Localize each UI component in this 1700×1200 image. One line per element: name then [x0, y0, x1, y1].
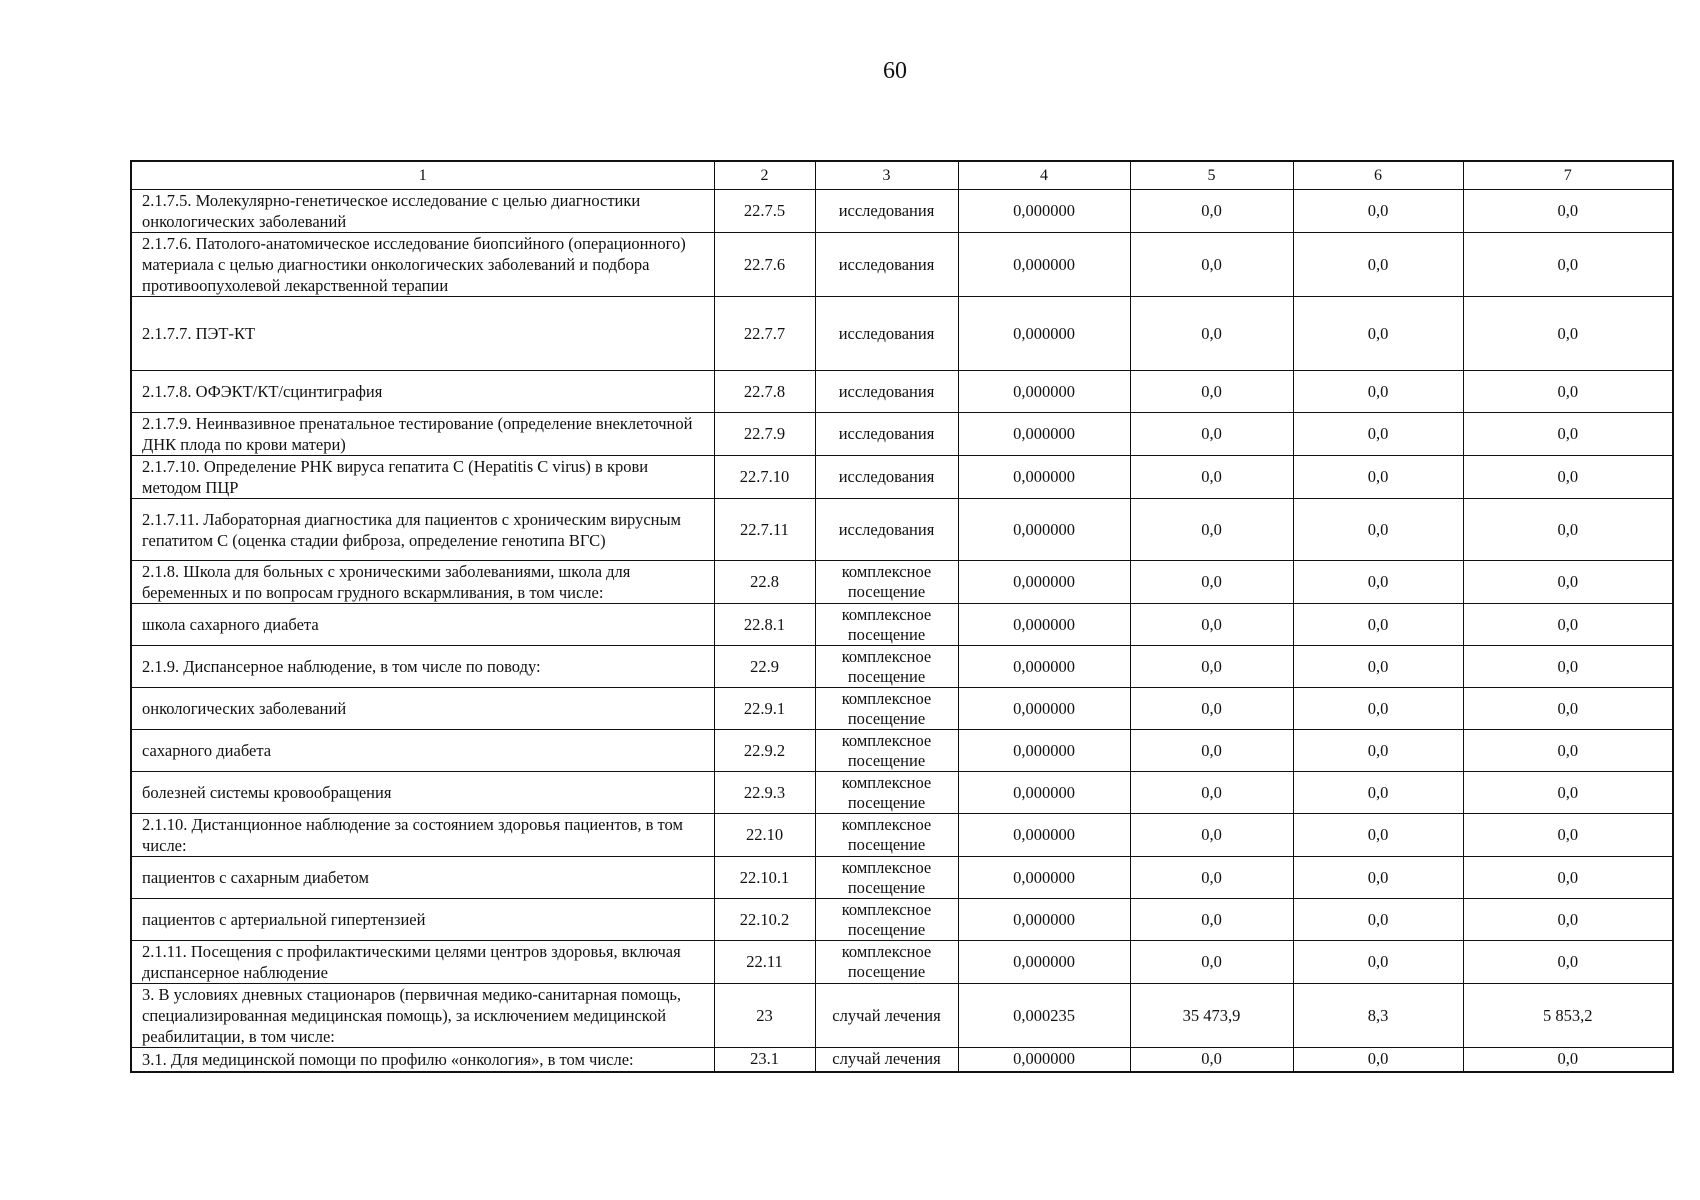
row-col7-cell: 0,0 — [1463, 688, 1673, 730]
row-col4-cell: 0,000000 — [958, 499, 1130, 561]
header-cell-2: 2 — [714, 161, 815, 190]
row-col5-cell: 0,0 — [1130, 371, 1293, 413]
row-col6-cell: 0,0 — [1293, 604, 1463, 646]
row-code-cell: 23.1 — [714, 1048, 815, 1072]
row-col6-cell: 0,0 — [1293, 1048, 1463, 1072]
row-unit-cell: комплексное посещение — [815, 561, 958, 604]
row-col7-cell: 0,0 — [1463, 941, 1673, 984]
row-col6-cell: 0,0 — [1293, 297, 1463, 371]
row-code-cell: 22.7.6 — [714, 233, 815, 297]
table-row — [131, 941, 1673, 984]
row-unit-cell: исследования — [815, 413, 958, 456]
row-name-cell: онкологических заболеваний — [131, 688, 714, 730]
header-cell-4: 4 — [958, 161, 1130, 190]
row-col6-cell: 0,0 — [1293, 941, 1463, 984]
row-col7-cell: 0,0 — [1463, 646, 1673, 688]
row-code-cell: 22.7.11 — [714, 499, 815, 561]
table-row — [131, 413, 1673, 456]
row-col4-cell: 0,000000 — [958, 297, 1130, 371]
row-name-cell: школа сахарного диабета — [131, 604, 714, 646]
row-name-cell: 2.1.7.9. Неинвазивное пренатальное тестирование (определение внеклеточной ДНК плода по крови матери) — [131, 413, 714, 456]
row-code-cell: 22.9.3 — [714, 772, 815, 814]
row-col7-cell: 0,0 — [1463, 561, 1673, 604]
table-row — [131, 1048, 1673, 1072]
table-row — [131, 646, 1673, 688]
row-col4-cell: 0,000000 — [958, 941, 1130, 984]
row-col6-cell: 0,0 — [1293, 561, 1463, 604]
row-col5-cell: 0,0 — [1130, 772, 1293, 814]
row-name-cell: 2.1.7.10. Определение РНК вируса гепатита С (Hepatitis C virus) в крови методом ПЦР — [131, 456, 714, 499]
row-col4-cell: 0,000000 — [958, 814, 1130, 857]
table-row — [131, 561, 1673, 604]
row-code-cell: 22.8 — [714, 561, 815, 604]
header-row — [131, 161, 1673, 190]
row-name-cell: 2.1.11. Посещения с профилактическими целями центров здоровья, включая диспансерное наблюдение — [131, 941, 714, 984]
row-name-cell: пациентов с сахарным диабетом — [131, 857, 714, 899]
row-col7-cell: 0,0 — [1463, 604, 1673, 646]
row-name-cell: 3.1. Для медицинской помощи по профилю «онкология», в том числе: — [131, 1048, 714, 1072]
page-number: 60 — [883, 58, 907, 84]
row-name-cell: 2.1.10. Дистанционное наблюдение за состоянием здоровья пациентов, в том числе: — [131, 814, 714, 857]
row-col5-cell: 0,0 — [1130, 499, 1293, 561]
row-col6-cell: 0,0 — [1293, 646, 1463, 688]
header-cell-3: 3 — [815, 161, 958, 190]
row-code-cell: 22.10.2 — [714, 899, 815, 941]
row-col4-cell: 0,000000 — [958, 688, 1130, 730]
row-col7-cell: 0,0 — [1463, 190, 1673, 233]
table-row — [131, 984, 1673, 1048]
row-col6-cell: 8,3 — [1293, 984, 1463, 1048]
table-row — [131, 814, 1673, 857]
row-unit-cell: случай лечения — [815, 1048, 958, 1072]
row-col7-cell: 0,0 — [1463, 456, 1673, 499]
row-code-cell: 22.9 — [714, 646, 815, 688]
row-unit-cell: исследования — [815, 297, 958, 371]
header-cell-6: 6 — [1293, 161, 1463, 190]
row-col4-cell: 0,000000 — [958, 604, 1130, 646]
row-name-cell: сахарного диабета — [131, 730, 714, 772]
row-code-cell: 22.7.7 — [714, 297, 815, 371]
row-name-cell: 2.1.8. Школа для больных с хроническими заболеваниями, школа для беременных и по вопросам грудного вскармливания, в том числе: — [131, 561, 714, 604]
table-row — [131, 899, 1673, 941]
row-col4-cell: 0,000000 — [958, 371, 1130, 413]
data-table — [130, 160, 1674, 1073]
row-col5-cell: 0,0 — [1130, 1048, 1293, 1072]
row-col6-cell: 0,0 — [1293, 413, 1463, 456]
table-row — [131, 297, 1673, 371]
row-unit-cell: исследования — [815, 190, 958, 233]
row-col4-cell: 0,000235 — [958, 984, 1130, 1048]
row-unit-cell: исследования — [815, 233, 958, 297]
row-col7-cell: 0,0 — [1463, 371, 1673, 413]
header-cell-5: 5 — [1130, 161, 1293, 190]
row-name-cell: 2.1.9. Диспансерное наблюдение, в том числе по поводу: — [131, 646, 714, 688]
row-col5-cell: 0,0 — [1130, 297, 1293, 371]
row-col7-cell: 0,0 — [1463, 297, 1673, 371]
row-unit-cell: комплексное посещение — [815, 646, 958, 688]
row-col4-cell: 0,000000 — [958, 233, 1130, 297]
row-unit-cell: комплексное посещение — [815, 604, 958, 646]
table-row — [131, 233, 1673, 297]
row-col7-cell: 0,0 — [1463, 857, 1673, 899]
table-row — [131, 730, 1673, 772]
header-cell-1: 1 — [131, 161, 714, 190]
table-row — [131, 688, 1673, 730]
row-col7-cell: 0,0 — [1463, 772, 1673, 814]
row-code-cell: 22.7.5 — [714, 190, 815, 233]
row-col5-cell: 35 473,9 — [1130, 984, 1293, 1048]
row-col7-cell: 0,0 — [1463, 413, 1673, 456]
row-col7-cell: 0,0 — [1463, 233, 1673, 297]
row-unit-cell: случай лечения — [815, 984, 958, 1048]
row-col5-cell: 0,0 — [1130, 561, 1293, 604]
row-col6-cell: 0,0 — [1293, 499, 1463, 561]
row-unit-cell: исследования — [815, 499, 958, 561]
table-row — [131, 604, 1673, 646]
table-row — [131, 772, 1673, 814]
row-col4-cell: 0,000000 — [958, 730, 1130, 772]
row-code-cell: 22.7.9 — [714, 413, 815, 456]
row-col4-cell: 0,000000 — [958, 456, 1130, 499]
row-col5-cell: 0,0 — [1130, 456, 1293, 499]
row-col6-cell: 0,0 — [1293, 233, 1463, 297]
row-unit-cell: комплексное посещение — [815, 814, 958, 857]
row-code-cell: 23 — [714, 984, 815, 1048]
row-col5-cell: 0,0 — [1130, 413, 1293, 456]
row-name-cell: 3. В условиях дневных стационаров (первичная медико-санитарная помощь, специализированная медицинская помощь), за исключением медицинской реабилитации, в том числе: — [131, 984, 714, 1048]
row-col7-cell: 5 853,2 — [1463, 984, 1673, 1048]
row-col4-cell: 0,000000 — [958, 1048, 1130, 1072]
row-col7-cell: 0,0 — [1463, 814, 1673, 857]
row-code-cell: 22.7.10 — [714, 456, 815, 499]
row-unit-cell: комплексное посещение — [815, 899, 958, 941]
row-col5-cell: 0,0 — [1130, 857, 1293, 899]
row-unit-cell: комплексное посещение — [815, 730, 958, 772]
row-col6-cell: 0,0 — [1293, 688, 1463, 730]
table-row — [131, 857, 1673, 899]
row-col6-cell: 0,0 — [1293, 899, 1463, 941]
row-col4-cell: 0,000000 — [958, 561, 1130, 604]
row-col7-cell: 0,0 — [1463, 730, 1673, 772]
row-name-cell: болезней системы кровообращения — [131, 772, 714, 814]
row-code-cell: 22.7.8 — [714, 371, 815, 413]
row-col5-cell: 0,0 — [1130, 941, 1293, 984]
row-name-cell: 2.1.7.7. ПЭТ-КТ — [131, 297, 714, 371]
row-col6-cell: 0,0 — [1293, 730, 1463, 772]
row-col5-cell: 0,0 — [1130, 899, 1293, 941]
row-name-cell: 2.1.7.6. Патолого-анатомическое исследование биопсийного (операционного) материала с целью диагностики онкологических заболеваний и подбора противоопухолевой лекарственной терапии — [131, 233, 714, 297]
table-row — [131, 499, 1673, 561]
row-unit-cell: исследования — [815, 371, 958, 413]
table-row — [131, 371, 1673, 413]
table-row — [131, 456, 1673, 499]
row-col7-cell: 0,0 — [1463, 899, 1673, 941]
row-col6-cell: 0,0 — [1293, 814, 1463, 857]
row-name-cell: 2.1.7.5. Молекулярно-генетическое исследование с целью диагностики онкологических заболеваний — [131, 190, 714, 233]
row-unit-cell: комплексное посещение — [815, 688, 958, 730]
row-code-cell: 22.8.1 — [714, 604, 815, 646]
row-code-cell: 22.9.1 — [714, 688, 815, 730]
row-col6-cell: 0,0 — [1293, 190, 1463, 233]
row-unit-cell: комплексное посещение — [815, 772, 958, 814]
header-cell-7: 7 — [1463, 161, 1673, 190]
row-col4-cell: 0,000000 — [958, 413, 1130, 456]
row-code-cell: 22.11 — [714, 941, 815, 984]
row-code-cell: 22.9.2 — [714, 730, 815, 772]
row-col5-cell: 0,0 — [1130, 688, 1293, 730]
row-col7-cell: 0,0 — [1463, 499, 1673, 561]
row-col5-cell: 0,0 — [1130, 190, 1293, 233]
row-col4-cell: 0,000000 — [958, 899, 1130, 941]
row-col6-cell: 0,0 — [1293, 772, 1463, 814]
row-col4-cell: 0,000000 — [958, 857, 1130, 899]
row-col6-cell: 0,0 — [1293, 857, 1463, 899]
row-code-cell: 22.10.1 — [714, 857, 815, 899]
row-name-cell: пациентов с артериальной гипертензией — [131, 899, 714, 941]
row-col5-cell: 0,0 — [1130, 646, 1293, 688]
row-unit-cell: комплексное посещение — [815, 857, 958, 899]
row-col5-cell: 0,0 — [1130, 604, 1293, 646]
row-name-cell: 2.1.7.11. Лабораторная диагностика для пациентов с хроническим вирусным гепатитом С (оценка стадии фиброза, определение генотипа ВГС) — [131, 499, 714, 561]
row-code-cell: 22.10 — [714, 814, 815, 857]
row-col5-cell: 0,0 — [1130, 233, 1293, 297]
row-unit-cell: комплексное посещение — [815, 941, 958, 984]
table-row — [131, 190, 1673, 233]
row-col6-cell: 0,0 — [1293, 456, 1463, 499]
row-col5-cell: 0,0 — [1130, 814, 1293, 857]
row-col6-cell: 0,0 — [1293, 371, 1463, 413]
row-unit-cell: исследования — [815, 456, 958, 499]
row-col4-cell: 0,000000 — [958, 190, 1130, 233]
row-col4-cell: 0,000000 — [958, 772, 1130, 814]
row-col7-cell: 0,0 — [1463, 1048, 1673, 1072]
row-col5-cell: 0,0 — [1130, 730, 1293, 772]
row-col4-cell: 0,000000 — [958, 646, 1130, 688]
row-name-cell: 2.1.7.8. ОФЭКТ/КТ/сцинтиграфия — [131, 371, 714, 413]
